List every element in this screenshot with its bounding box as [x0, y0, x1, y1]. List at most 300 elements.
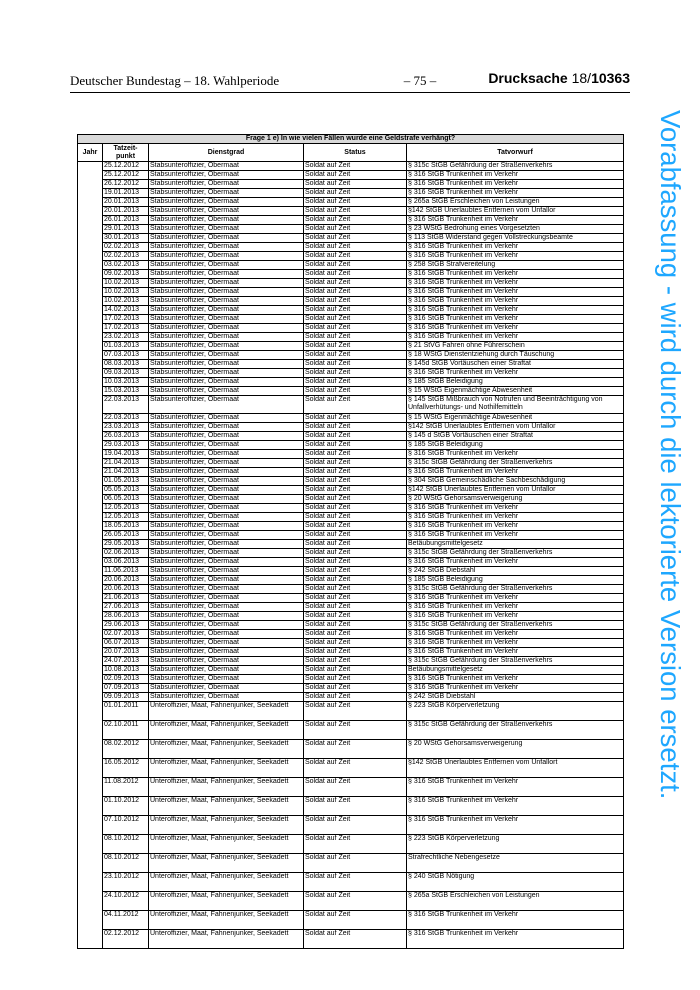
cell-tatzeitpunkt: 04.11.2012: [103, 911, 149, 930]
cell-status: Soldat auf Zeit: [304, 306, 407, 315]
cell-dienstgrad: Stabsunteroffizier, Obermaat: [149, 585, 304, 594]
cell-jahr: [78, 306, 103, 315]
table-row: [78, 504, 624, 513]
cell-tatvorwurf: § 316 StGB Trunkenheit im Verkehr: [407, 648, 624, 657]
table-row: [78, 684, 624, 693]
cell-tatvorwurf: § 145 d StGB Vortäuschen einer Straftat: [407, 432, 624, 441]
cell-status: Soldat auf Zeit: [304, 414, 407, 423]
table-row: [78, 657, 624, 666]
cell-dienstgrad: Stabsunteroffizier, Obermaat: [149, 468, 304, 477]
cell-tatzeitpunkt: 10.08.2013: [103, 666, 149, 675]
cell-tatvorwurf: § 316 StGB Trunkenheit im Verkehr: [407, 630, 624, 639]
cell-dienstgrad: Stabsunteroffizier, Obermaat: [149, 603, 304, 612]
cell-dienstgrad: Unteroffizier, Maat, Fahnenjunker, Seekadett: [149, 778, 304, 797]
document-number: [488, 70, 630, 86]
cell-tatvorwurf: § 316 StGB Trunkenheit im Verkehr: [407, 369, 624, 378]
document-number-main: 10363: [591, 70, 630, 86]
cell-tatzeitpunkt: 15.03.2013: [103, 387, 149, 396]
cell-dienstgrad: Unteroffizier, Maat, Fahnenjunker, Seekadett: [149, 759, 304, 778]
cell-tatzeitpunkt: 18.05.2013: [103, 522, 149, 531]
cell-tatzeitpunkt: 25.12.2012: [103, 171, 149, 180]
cell-tatvorwurf: § 316 StGB Trunkenheit im Verkehr: [407, 675, 624, 684]
cell-status: Soldat auf Zeit: [304, 486, 407, 495]
cell-jahr: [78, 441, 103, 450]
table-row: [78, 477, 624, 486]
cell-status: Soldat auf Zeit: [304, 930, 407, 949]
cell-jahr: [78, 459, 103, 468]
cell-tatvorwurf: § 316 StGB Trunkenheit im Verkehr: [407, 522, 624, 531]
cell-tatvorwurf: § 21 StVG Fahren ohne Führerschein: [407, 342, 624, 351]
cell-jahr: [78, 693, 103, 702]
cell-status: Soldat auf Zeit: [304, 740, 407, 759]
cell-status: Soldat auf Zeit: [304, 432, 407, 441]
cell-tatvorwurf: § 316 StGB Trunkenheit im Verkehr: [407, 252, 624, 261]
cell-jahr: [78, 477, 103, 486]
table-row: [78, 675, 624, 684]
table-row: [78, 693, 624, 702]
cell-tatvorwurf: § 316 StGB Trunkenheit im Verkehr: [407, 270, 624, 279]
table-row: [78, 648, 624, 657]
cell-tatvorwurf: § 145 StGB Mißbrauch von Notrufen und Beeinträchtigung von Unfallverhütungs- und Nothilfemitteln: [407, 396, 624, 414]
cell-status: Soldat auf Zeit: [304, 759, 407, 778]
cell-tatzeitpunkt: 07.09.2013: [103, 684, 149, 693]
cell-dienstgrad: Stabsunteroffizier, Obermaat: [149, 540, 304, 549]
table-row: [78, 387, 624, 396]
document-label: Drucksache: [488, 70, 568, 86]
cell-jahr: [78, 549, 103, 558]
cell-jahr: [78, 423, 103, 432]
cell-tatvorwurf: § 315c StGB Gefährdung der Straßenverkehrs: [407, 585, 624, 594]
cell-tatzeitpunkt: 23.02.2013: [103, 333, 149, 342]
cell-jahr: [78, 234, 103, 243]
cell-dienstgrad: Stabsunteroffizier, Obermaat: [149, 684, 304, 693]
cell-tatzeitpunkt: 12.05.2013: [103, 504, 149, 513]
cell-dienstgrad: Stabsunteroffizier, Obermaat: [149, 486, 304, 495]
cell-tatvorwurf: § 223 StGB Körperverletzung: [407, 835, 624, 854]
cell-tatvorwurf: Betäubungsmittelgesetz: [407, 540, 624, 549]
table-row: [78, 892, 624, 911]
cell-jahr: [78, 648, 103, 657]
table-row: [78, 450, 624, 459]
cell-tatvorwurf: § 316 StGB Trunkenheit im Verkehr: [407, 797, 624, 816]
cell-status: Soldat auf Zeit: [304, 612, 407, 621]
cell-tatvorwurf: §142 StGB Unerlaubtes Entfernen vom Unfallort: [407, 759, 624, 778]
cell-jahr: [78, 270, 103, 279]
cell-tatvorwurf: § 316 StGB Trunkenheit im Verkehr: [407, 684, 624, 693]
cell-tatvorwurf: § 316 StGB Trunkenheit im Verkehr: [407, 216, 624, 225]
cell-tatvorwurf: §142 StGB Unerlaubtes Entfernen vom Unfallor: [407, 207, 624, 216]
cell-jahr: [78, 854, 103, 873]
cell-jahr: [78, 504, 103, 513]
cell-dienstgrad: Stabsunteroffizier, Obermaat: [149, 297, 304, 306]
table-row: [78, 198, 624, 207]
cell-jahr: [78, 740, 103, 759]
cell-tatvorwurf: § 185 StGB Beleidigung: [407, 576, 624, 585]
cell-status: Soldat auf Zeit: [304, 495, 407, 504]
cell-tatvorwurf: § 15 WStG Eigenmächtige Abwesenheit: [407, 414, 624, 423]
cell-tatzeitpunkt: 20.06.2013: [103, 585, 149, 594]
table-row: [78, 567, 624, 576]
cell-status: Soldat auf Zeit: [304, 585, 407, 594]
cell-dienstgrad: Stabsunteroffizier, Obermaat: [149, 198, 304, 207]
cell-dienstgrad: Stabsunteroffizier, Obermaat: [149, 432, 304, 441]
cell-status: Soldat auf Zeit: [304, 252, 407, 261]
table-body: [78, 162, 624, 949]
cell-tatzeitpunkt: 02.06.2013: [103, 549, 149, 558]
cell-jahr: [78, 198, 103, 207]
cell-jahr: [78, 315, 103, 324]
table-row: [78, 854, 624, 873]
cell-jahr: [78, 531, 103, 540]
cell-tatzeitpunkt: 23.03.2013: [103, 423, 149, 432]
cell-jahr: [78, 621, 103, 630]
cell-tatzeitpunkt: 06.07.2013: [103, 639, 149, 648]
cell-status: Soldat auf Zeit: [304, 333, 407, 342]
cell-dienstgrad: Stabsunteroffizier, Obermaat: [149, 648, 304, 657]
cell-jahr: [78, 369, 103, 378]
table-row: [78, 531, 624, 540]
document-number-prefix: 18/: [571, 70, 592, 86]
cell-status: Soldat auf Zeit: [304, 315, 407, 324]
page-header: [70, 70, 630, 90]
table-row: [78, 513, 624, 522]
cell-status: Soldat auf Zeit: [304, 873, 407, 892]
cell-status: Soldat auf Zeit: [304, 621, 407, 630]
cell-jahr: [78, 297, 103, 306]
cell-tatzeitpunkt: 02.07.2013: [103, 630, 149, 639]
cell-status: Soldat auf Zeit: [304, 513, 407, 522]
cell-tatvorwurf: § 316 StGB Trunkenheit im Verkehr: [407, 504, 624, 513]
table-row: [78, 468, 624, 477]
cell-tatvorwurf: § 316 StGB Trunkenheit im Verkehr: [407, 612, 624, 621]
cell-status: Soldat auf Zeit: [304, 171, 407, 180]
table-row: [78, 630, 624, 639]
cell-tatvorwurf: § 316 StGB Trunkenheit im Verkehr: [407, 816, 624, 835]
cell-jahr: [78, 684, 103, 693]
cell-dienstgrad: Stabsunteroffizier, Obermaat: [149, 504, 304, 513]
table-row: [78, 702, 624, 721]
table-row: [78, 911, 624, 930]
cell-tatvorwurf: § 315c StGB Gefährdung der Straßenverkehrs: [407, 721, 624, 740]
cell-tatvorwurf: Betäubungsmittelgesetz: [407, 666, 624, 675]
table-row: [78, 414, 624, 423]
table-row: [78, 603, 624, 612]
cell-tatzeitpunkt: 09.03.2013: [103, 369, 149, 378]
page-number: – 75 –: [403, 73, 437, 88]
cell-tatzeitpunkt: 25.12.2012: [103, 162, 149, 171]
cell-jahr: [78, 324, 103, 333]
cell-tatzeitpunkt: 26.05.2013: [103, 531, 149, 540]
cell-tatzeitpunkt: 19.04.2013: [103, 450, 149, 459]
cell-dienstgrad: Stabsunteroffizier, Obermaat: [149, 594, 304, 603]
cell-status: Soldat auf Zeit: [304, 522, 407, 531]
cell-status: Soldat auf Zeit: [304, 351, 407, 360]
cell-dienstgrad: Stabsunteroffizier, Obermaat: [149, 180, 304, 189]
cell-status: Soldat auf Zeit: [304, 261, 407, 270]
table-row: [78, 378, 624, 387]
cell-status: Soldat auf Zeit: [304, 675, 407, 684]
cell-status: Soldat auf Zeit: [304, 459, 407, 468]
table-row: [78, 797, 624, 816]
cell-tatzeitpunkt: 24.10.2012: [103, 892, 149, 911]
cell-tatvorwurf: § 316 StGB Trunkenheit im Verkehr: [407, 468, 624, 477]
cell-tatzeitpunkt: 10.02.2013: [103, 288, 149, 297]
table-row: [78, 324, 624, 333]
table-row: [78, 486, 624, 495]
column-header-tatzeitpunkt: Tatzeit-punkt: [103, 144, 149, 162]
cell-tatvorwurf: § 316 StGB Trunkenheit im Verkehr: [407, 603, 624, 612]
table-row: [78, 270, 624, 279]
cell-tatzeitpunkt: 20.06.2013: [103, 576, 149, 585]
cell-status: Soldat auf Zeit: [304, 540, 407, 549]
cell-dienstgrad: Unteroffizier, Maat, Fahnenjunker, Seekadett: [149, 873, 304, 892]
cell-dienstgrad: Unteroffizier, Maat, Fahnenjunker, Seekadett: [149, 816, 304, 835]
cell-jahr: [78, 171, 103, 180]
cell-dienstgrad: Stabsunteroffizier, Obermaat: [149, 261, 304, 270]
table-row: [78, 369, 624, 378]
cell-jahr: [78, 216, 103, 225]
cell-tatvorwurf: § 23 WStG Bedrohung eines Vorgesetzten: [407, 225, 624, 234]
cell-tatzeitpunkt: 02.02.2013: [103, 243, 149, 252]
table-row: [78, 835, 624, 854]
cell-tatvorwurf: § 315c StGB Gefährdung der Straßenverkehrs: [407, 657, 624, 666]
cell-dienstgrad: Stabsunteroffizier, Obermaat: [149, 522, 304, 531]
cell-status: Soldat auf Zeit: [304, 603, 407, 612]
cell-tatvorwurf: § 18 WStG Dienstentziehung durch Täuschung: [407, 351, 624, 360]
cell-tatvorwurf: § 316 StGB Trunkenheit im Verkehr: [407, 288, 624, 297]
cell-jahr: [78, 657, 103, 666]
cell-status: Soldat auf Zeit: [304, 234, 407, 243]
table-row: [78, 297, 624, 306]
cell-dienstgrad: Stabsunteroffizier, Obermaat: [149, 495, 304, 504]
cell-tatzeitpunkt: 29.03.2013: [103, 441, 149, 450]
cell-status: Soldat auf Zeit: [304, 477, 407, 486]
table-row: [78, 306, 624, 315]
cell-dienstgrad: Stabsunteroffizier, Obermaat: [149, 315, 304, 324]
table-row: [78, 171, 624, 180]
cell-status: Soldat auf Zeit: [304, 396, 407, 414]
table-row: [78, 315, 624, 324]
cell-tatvorwurf: § 185 StGB Beleidigung: [407, 378, 624, 387]
header-parliament: Deutscher Bundestag – 18. Wahlperiode: [70, 73, 280, 88]
cell-dienstgrad: Stabsunteroffizier, Obermaat: [149, 693, 304, 702]
cell-jahr: [78, 675, 103, 684]
column-header-tatvorwurf: Tatvorwurf: [407, 144, 624, 162]
cell-tatzeitpunkt: 02.09.2013: [103, 675, 149, 684]
cell-dienstgrad: Stabsunteroffizier, Obermaat: [149, 351, 304, 360]
cell-dienstgrad: Unteroffizier, Maat, Fahnenjunker, Seekadett: [149, 797, 304, 816]
table-row: [78, 396, 624, 414]
cell-status: Soldat auf Zeit: [304, 198, 407, 207]
cell-tatzeitpunkt: 26.01.2013: [103, 216, 149, 225]
column-header-jahr: Jahr: [78, 144, 103, 162]
cell-dienstgrad: Unteroffizier, Maat, Fahnenjunker, Seekadett: [149, 702, 304, 721]
cell-jahr: [78, 162, 103, 171]
cell-status: Soldat auf Zeit: [304, 360, 407, 369]
cell-tatzeitpunkt: 01.05.2013: [103, 477, 149, 486]
table-row: [78, 189, 624, 198]
cell-status: Soldat auf Zeit: [304, 594, 407, 603]
table-row: [78, 333, 624, 342]
cell-tatzeitpunkt: 21.04.2013: [103, 459, 149, 468]
cell-tatvorwurf: § 316 StGB Trunkenheit im Verkehr: [407, 243, 624, 252]
cell-tatvorwurf: § 316 StGB Trunkenheit im Verkehr: [407, 171, 624, 180]
cell-tatvorwurf: § 316 StGB Trunkenheit im Verkehr: [407, 513, 624, 522]
cell-status: Soldat auf Zeit: [304, 387, 407, 396]
cell-dienstgrad: Unteroffizier, Maat, Fahnenjunker, Seekadett: [149, 930, 304, 949]
cell-dienstgrad: Stabsunteroffizier, Obermaat: [149, 441, 304, 450]
cell-status: Soldat auf Zeit: [304, 504, 407, 513]
cell-tatvorwurf: Strafrechtliche Nebengesetze: [407, 854, 624, 873]
cell-status: Soldat auf Zeit: [304, 630, 407, 639]
cell-tatvorwurf: § 258 StGB Strafvereitelung: [407, 261, 624, 270]
table-row: [78, 612, 624, 621]
cell-tatzeitpunkt: 08.10.2012: [103, 854, 149, 873]
cell-tatvorwurf: § 316 StGB Trunkenheit im Verkehr: [407, 594, 624, 603]
table-row: [78, 432, 624, 441]
cell-jahr: [78, 288, 103, 297]
cell-dienstgrad: Stabsunteroffizier, Obermaat: [149, 333, 304, 342]
table-row: [78, 930, 624, 949]
cell-dienstgrad: Stabsunteroffizier, Obermaat: [149, 639, 304, 648]
table-row: [78, 740, 624, 759]
table-row: [78, 441, 624, 450]
cell-status: Soldat auf Zeit: [304, 216, 407, 225]
cell-jahr: [78, 603, 103, 612]
cell-status: Soldat auf Zeit: [304, 342, 407, 351]
results-table: [77, 134, 624, 949]
cell-dienstgrad: Stabsunteroffizier, Obermaat: [149, 513, 304, 522]
cell-jahr: [78, 450, 103, 459]
cell-tatzeitpunkt: 23.10.2012: [103, 873, 149, 892]
cell-tatzeitpunkt: 08.03.2013: [103, 360, 149, 369]
cell-tatvorwurf: § 145d StGB Vortäuschen einer Straftat: [407, 360, 624, 369]
cell-dienstgrad: Stabsunteroffizier, Obermaat: [149, 477, 304, 486]
cell-tatzeitpunkt: 07.10.2012: [103, 816, 149, 835]
cell-tatvorwurf: § 20 WStG Gehorsamsverweigerung: [407, 740, 624, 759]
cell-tatvorwurf: § 316 StGB Trunkenheit im Verkehr: [407, 531, 624, 540]
cell-status: Soldat auf Zeit: [304, 243, 407, 252]
cell-dienstgrad: Stabsunteroffizier, Obermaat: [149, 225, 304, 234]
cell-status: Soldat auf Zeit: [304, 835, 407, 854]
cell-status: Soldat auf Zeit: [304, 558, 407, 567]
cell-tatzeitpunkt: 29.05.2013: [103, 540, 149, 549]
cell-jahr: [78, 189, 103, 198]
cell-status: Soldat auf Zeit: [304, 270, 407, 279]
cell-jahr: [78, 630, 103, 639]
cell-tatzeitpunkt: 28.06.2013: [103, 612, 149, 621]
cell-status: Soldat auf Zeit: [304, 297, 407, 306]
cell-tatvorwurf: § 316 StGB Trunkenheit im Verkehr: [407, 639, 624, 648]
cell-dienstgrad: Unteroffizier, Maat, Fahnenjunker, Seekadett: [149, 721, 304, 740]
cell-dienstgrad: Stabsunteroffizier, Obermaat: [149, 270, 304, 279]
cell-tatzeitpunkt: 10.02.2013: [103, 279, 149, 288]
cell-tatvorwurf: § 316 StGB Trunkenheit im Verkehr: [407, 450, 624, 459]
cell-jahr: [78, 279, 103, 288]
cell-status: Soldat auf Zeit: [304, 666, 407, 675]
cell-dienstgrad: Stabsunteroffizier, Obermaat: [149, 612, 304, 621]
table-row: [78, 243, 624, 252]
table-row: [78, 639, 624, 648]
cell-dienstgrad: Unteroffizier, Maat, Fahnenjunker, Seekadett: [149, 740, 304, 759]
cell-dienstgrad: Stabsunteroffizier, Obermaat: [149, 630, 304, 639]
cell-status: Soldat auf Zeit: [304, 468, 407, 477]
cell-jahr: [78, 835, 103, 854]
cell-jahr: [78, 892, 103, 911]
table-row: [78, 621, 624, 630]
cell-tatzeitpunkt: 01.03.2013: [103, 342, 149, 351]
cell-jahr: [78, 351, 103, 360]
cell-tatvorwurf: § 316 StGB Trunkenheit im Verkehr: [407, 930, 624, 949]
cell-dienstgrad: Stabsunteroffizier, Obermaat: [149, 396, 304, 414]
cell-tatvorwurf: §142 StGB Unerlaubtes Entfernen vom Unfallor: [407, 423, 624, 432]
cell-jahr: [78, 495, 103, 504]
cell-jahr: [78, 207, 103, 216]
cell-jahr: [78, 702, 103, 721]
cell-status: Soldat auf Zeit: [304, 778, 407, 797]
cell-status: Soldat auf Zeit: [304, 797, 407, 816]
cell-dienstgrad: Stabsunteroffizier, Obermaat: [149, 342, 304, 351]
cell-tatvorwurf: § 316 StGB Trunkenheit im Verkehr: [407, 324, 624, 333]
cell-status: Soldat auf Zeit: [304, 369, 407, 378]
cell-status: Soldat auf Zeit: [304, 324, 407, 333]
cell-jahr: [78, 759, 103, 778]
table-row: [78, 585, 624, 594]
column-header-status: Status: [304, 144, 407, 162]
cell-dienstgrad: Stabsunteroffizier, Obermaat: [149, 675, 304, 684]
cell-status: Soldat auf Zeit: [304, 657, 407, 666]
table-row: [78, 279, 624, 288]
cell-jahr: [78, 585, 103, 594]
cell-status: Soldat auf Zeit: [304, 288, 407, 297]
cell-jahr: [78, 721, 103, 740]
table-row: [78, 216, 624, 225]
column-header-dienstgrad: Dienstgrad: [149, 144, 304, 162]
table-row: [78, 288, 624, 297]
cell-tatzeitpunkt: 01.01.2011: [103, 702, 149, 721]
cell-status: Soldat auf Zeit: [304, 549, 407, 558]
cell-tatzeitpunkt: 29.01.2013: [103, 225, 149, 234]
cell-tatvorwurf: § 316 StGB Trunkenheit im Verkehr: [407, 911, 624, 930]
cell-dienstgrad: Stabsunteroffizier, Obermaat: [149, 459, 304, 468]
cell-tatzeitpunkt: 03.02.2013: [103, 261, 149, 270]
cell-dienstgrad: Stabsunteroffizier, Obermaat: [149, 162, 304, 171]
cell-jahr: [78, 612, 103, 621]
cell-jahr: [78, 576, 103, 585]
table-row: [78, 558, 624, 567]
cell-tatzeitpunkt: 12.05.2013: [103, 513, 149, 522]
cell-jahr: [78, 396, 103, 414]
cell-status: Soldat auf Zeit: [304, 567, 407, 576]
cell-tatvorwurf: § 316 StGB Trunkenheit im Verkehr: [407, 297, 624, 306]
cell-tatvorwurf: § 223 StGB Körperverletzung: [407, 702, 624, 721]
table-row: [78, 207, 624, 216]
cell-tatvorwurf: § 265a StGB Erschleichen von Leistungen: [407, 892, 624, 911]
cell-tatvorwurf: § 316 StGB Trunkenheit im Verkehr: [407, 315, 624, 324]
table-row: [78, 666, 624, 675]
cell-status: Soldat auf Zeit: [304, 531, 407, 540]
cell-dienstgrad: Stabsunteroffizier, Obermaat: [149, 378, 304, 387]
cell-status: Soldat auf Zeit: [304, 648, 407, 657]
cell-tatzeitpunkt: 20.01.2013: [103, 207, 149, 216]
cell-tatzeitpunkt: 20.07.2013: [103, 648, 149, 657]
cell-dienstgrad: Unteroffizier, Maat, Fahnenjunker, Seekadett: [149, 835, 304, 854]
cell-status: Soldat auf Zeit: [304, 576, 407, 585]
cell-jahr: [78, 414, 103, 423]
cell-dienstgrad: Stabsunteroffizier, Obermaat: [149, 171, 304, 180]
cell-dienstgrad: Stabsunteroffizier, Obermaat: [149, 567, 304, 576]
cell-tatzeitpunkt: 30.01.2013: [103, 234, 149, 243]
